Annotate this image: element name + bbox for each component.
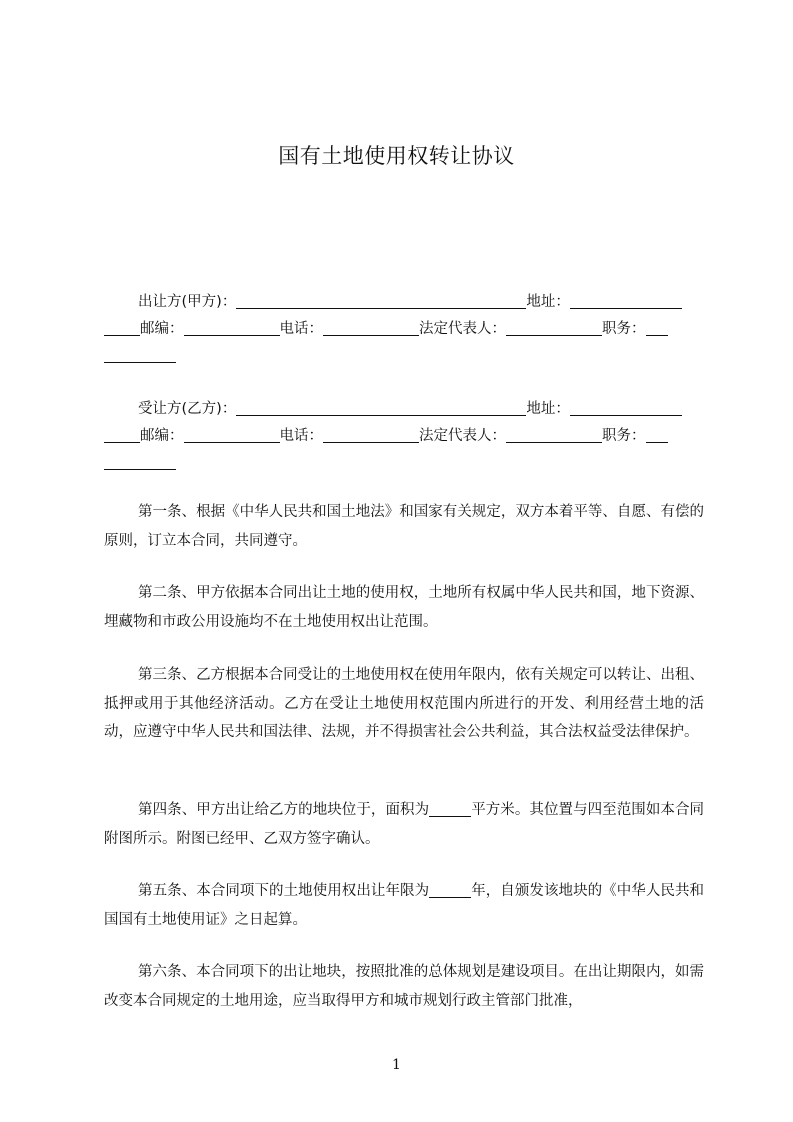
party-a-name-blank: [236, 291, 526, 309]
article-4: [104, 796, 704, 853]
article-1: [104, 498, 704, 555]
party-b-line-2: [104, 425, 704, 445]
party-b-position-label: 职务：: [602, 428, 646, 444]
document-title: 国有土地使用权转让协议: [278, 144, 515, 168]
party-b-position-blank: [646, 425, 668, 443]
party-b-phone-label: 电话：: [279, 428, 323, 444]
party-b-name-blank: [236, 398, 526, 416]
article-2: [104, 579, 704, 636]
article-2-text: 第二条、甲方依据本合同出让土地的使用权，土地所有权属中华人民共和国，地下资源、埋藏物和市政公用设施均不在土地使用权出让范围。: [104, 585, 704, 630]
party-b-address-blank: [570, 398, 682, 416]
party-a-postal-label: 邮编：: [140, 321, 184, 337]
years-blank: [429, 880, 471, 898]
party-a-address-label: 地址：: [526, 294, 570, 310]
party-a-position-blank-cont: [104, 345, 176, 363]
party-a-line-3: [104, 345, 704, 365]
article-6-text: 第六条、本合同项下的出让地块，按照批准的总体规划是建设项目。在出让期限内，如需改变本合同规定的土地用途，应当取得甲方和城市规划行政主管部门批准，: [104, 964, 704, 1009]
article-4-text-2: 平方米。其位置与四至范围如本合同附图所示。附图已经甲、乙双方签字确认。: [104, 802, 705, 847]
article-5: [104, 877, 704, 934]
article-4-text-1: 第四条、甲方出让给乙方的地块位于，面积为: [138, 802, 430, 818]
party-b-rep-label: 法定代表人：: [419, 428, 506, 444]
party-a-rep-label: 法定代表人：: [419, 321, 506, 337]
area-blank: [429, 799, 471, 817]
party-b-line-1: [104, 398, 704, 418]
article-6: [104, 958, 704, 1015]
article-3: [104, 661, 704, 747]
party-b-rep-blank: [506, 425, 602, 443]
party-a-address-blank: [570, 291, 682, 309]
party-b-address-blank-cont: [104, 425, 140, 443]
article-5-text-2: 年，自颁发该地块的《中华人民共和国国有土地使用证》之日起算。: [104, 883, 705, 928]
party-a-label: 出让方(甲方)：: [138, 294, 237, 310]
page-number: 1: [392, 1057, 401, 1073]
party-b-address-label: 地址：: [526, 401, 570, 417]
party-b-label: 受让方(乙方)：: [138, 401, 237, 417]
article-3-text: 第三条、乙方根据本合同受让的土地使用权在使用年限内，依有关规定可以转让、出租、抵押或用于其他经济活动。乙方在受让土地使用权范围内所进行的开发、利用经营土地的活动，应遵守中华人民共和国法律、法规，并不得损害社会公共利益，其合法权益受法律保护。: [104, 667, 704, 740]
article-5-text-1: 第五条、本合同项下的土地使用权出让年限为: [138, 883, 430, 899]
party-a-line-1: [104, 291, 704, 311]
article-1-text: 第一条、根据《中华人民共和国土地法》和国家有关规定，双方本着平等、自愿、有偿的原则，订立本合同，共同遵守。: [104, 504, 704, 549]
party-b-position-blank-cont: [104, 452, 176, 470]
party-a-address-blank-cont: [104, 318, 140, 336]
party-a-phone-label: 电话：: [279, 321, 323, 337]
party-b-phone-blank: [323, 425, 419, 443]
party-b-line-3: [104, 452, 704, 472]
party-b-postal-blank: [184, 425, 280, 443]
party-a-line-2: [104, 318, 704, 338]
party-a-phone-blank: [323, 318, 419, 336]
party-a-postal-blank: [184, 318, 280, 336]
party-b-postal-label: 邮编：: [140, 428, 184, 444]
party-a-position-blank: [646, 318, 668, 336]
party-a-rep-blank: [506, 318, 602, 336]
party-a-position-label: 职务：: [602, 321, 646, 337]
